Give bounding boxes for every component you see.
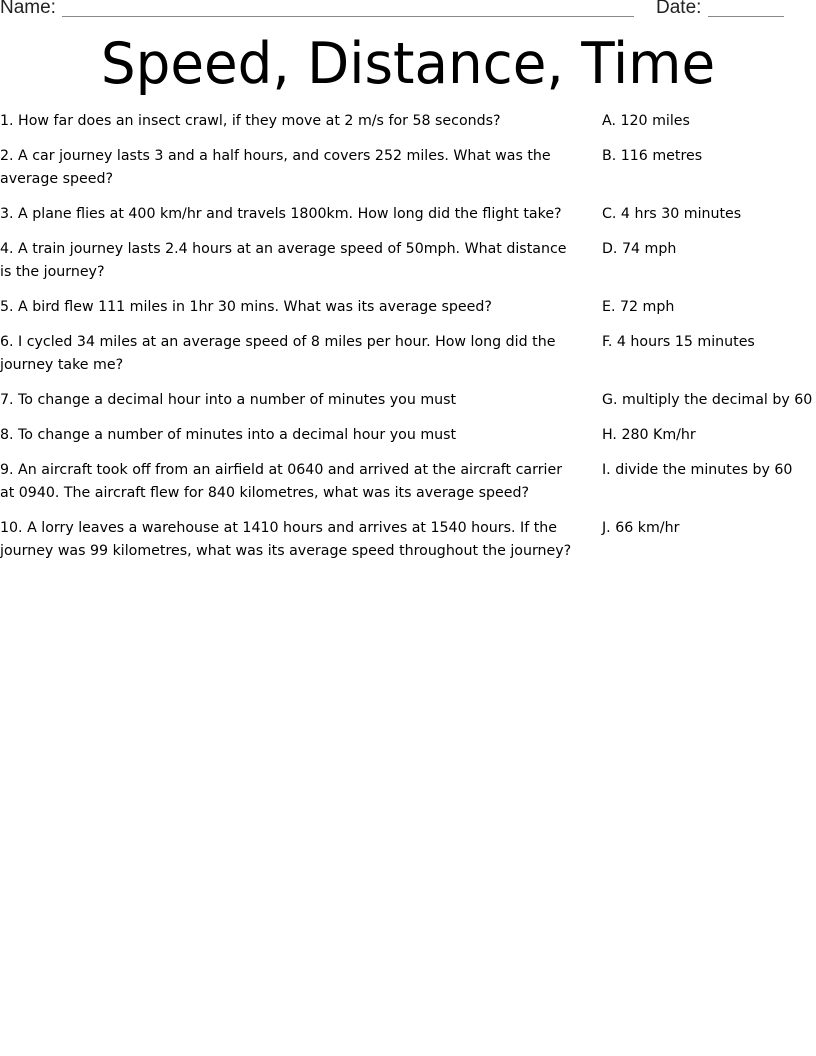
question-text: 10. A lorry leaves a warehouse at 1410 hours and arrives at 1540 hours. If the journey was 99 kilometres, what was its average speed throughout the journey?	[0, 520, 572, 559]
question-row	[0, 424, 816, 447]
question-text: 3. A plane flies at 400 km/hr and travels 1800km. How long did the flight take?	[0, 206, 562, 222]
question-row	[0, 238, 816, 284]
question-row	[0, 517, 816, 563]
question-text: 7. To change a decimal hour into a number of minutes you must	[0, 392, 457, 408]
name-field-line[interactable]	[62, 16, 634, 17]
question-row	[0, 331, 816, 377]
answer-option: A. 120 miles	[602, 113, 690, 129]
question-row	[0, 389, 816, 412]
question-text: 8. To change a number of minutes into a decimal hour you must	[0, 427, 457, 443]
answer-option: F. 4 hours 15 minutes	[602, 334, 755, 350]
question-text: 5. A bird flew 111 miles in 1hr 30 mins. What was its average speed?	[0, 299, 492, 315]
name-label: Name:	[0, 0, 56, 18]
answer-option: E. 72 mph	[602, 299, 675, 315]
question-text: 9. An aircraft took off from an airfield at 0640 and arrived at the aircraft carrier at 0940. The aircraft flew for 840 kilometres, what was its average speed?	[0, 462, 563, 501]
matching-list	[0, 110, 816, 575]
question-text: 4. A train journey lasts 2.4 hours at an average speed of 50mph. What distance is the journey?	[0, 241, 567, 280]
page-title: Speed, Distance, Time	[100, 31, 716, 97]
question-row	[0, 296, 816, 319]
answer-option: H. 280 Km/hr	[602, 427, 696, 443]
answer-option: G. multiply the decimal by 60	[602, 392, 813, 408]
answer-option: I. divide the minutes by 60	[602, 462, 793, 478]
question-text: 1. How far does an insect crawl, if they move at 2 m/s for 58 seconds?	[0, 113, 501, 129]
question-row	[0, 110, 816, 133]
question-text: 6. I cycled 34 miles at an average speed of 8 miles per hour. How long did the journey take me?	[0, 334, 556, 373]
question-text: 2. A car journey lasts 3 and a half hours, and covers 252 miles. What was the average speed?	[0, 148, 551, 187]
question-row	[0, 145, 816, 191]
answer-option: B. 116 metres	[602, 148, 703, 164]
question-row	[0, 459, 816, 505]
answer-option: D. 74 mph	[602, 241, 677, 257]
question-row	[0, 203, 816, 226]
answer-option: J. 66 km/hr	[602, 520, 680, 536]
date-field-line[interactable]	[708, 16, 784, 17]
answer-option: C. 4 hrs 30 minutes	[602, 206, 742, 222]
date-label: Date:	[656, 0, 702, 18]
